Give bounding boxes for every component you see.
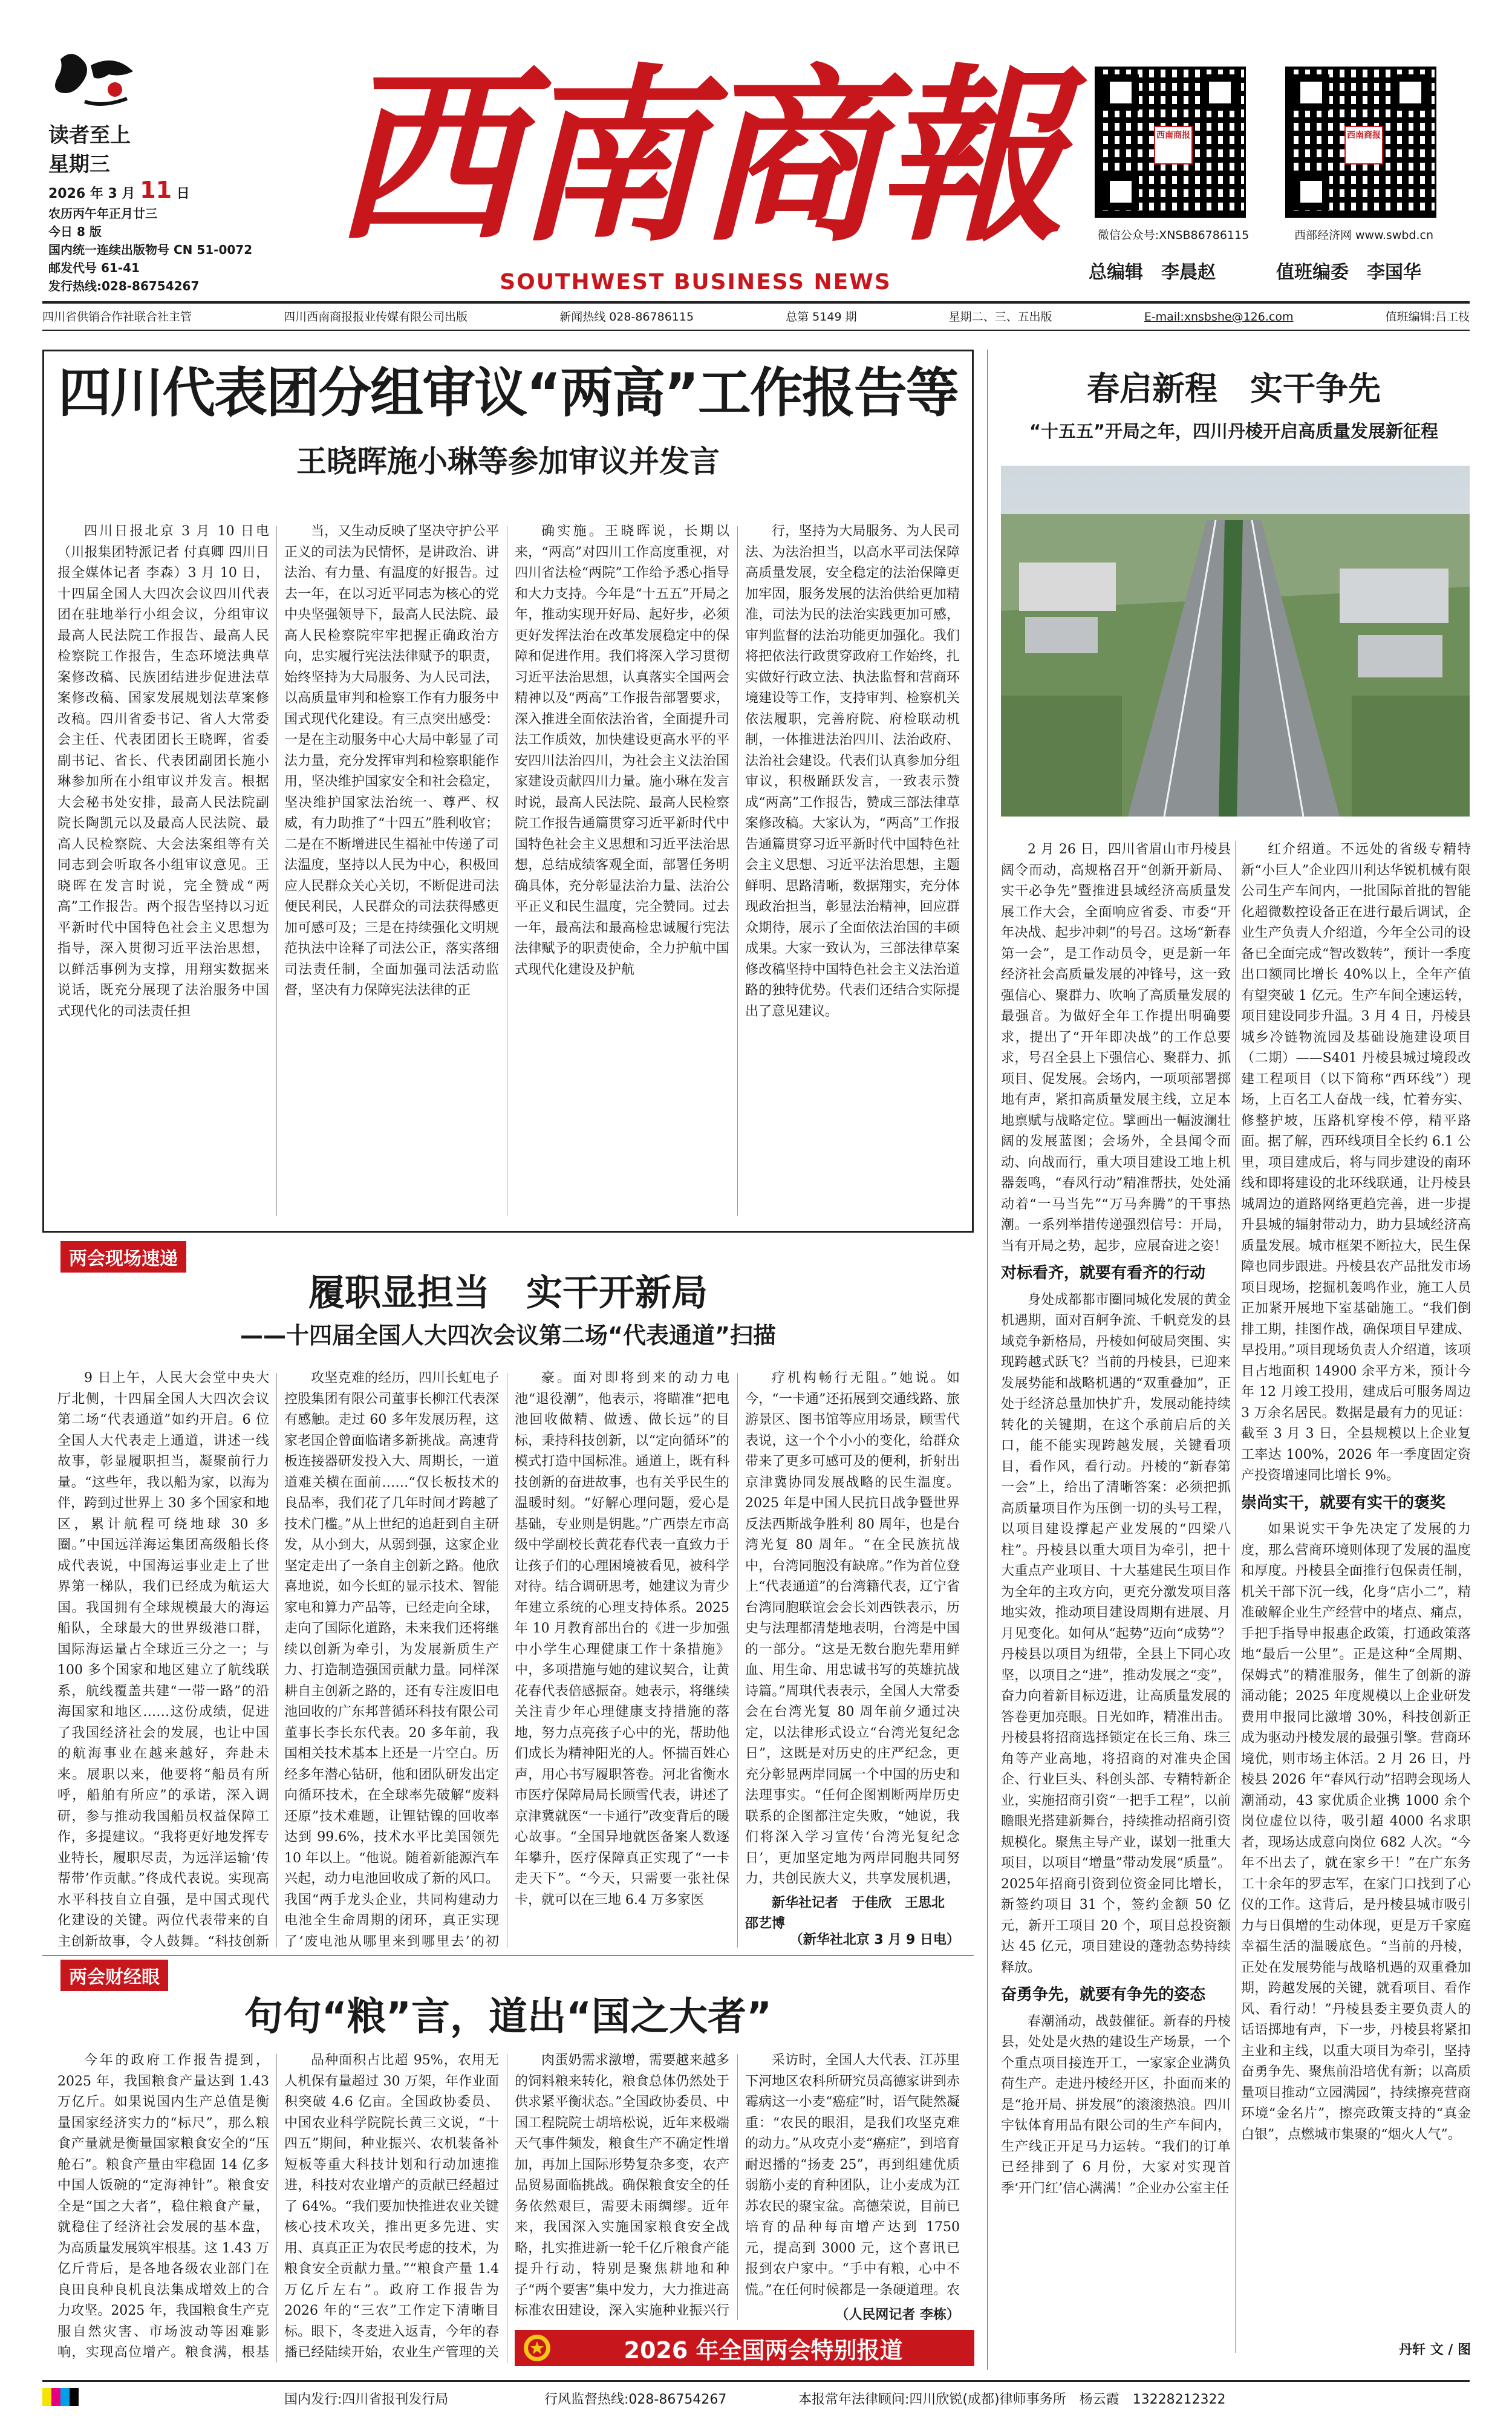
spring-subhead: “十五五”开局之年，四川丹棱开启高质量发展新征程 bbox=[1029, 421, 1439, 442]
info-bar bbox=[42, 306, 1470, 328]
photo-credit: 丹轩 文 / 图 bbox=[1398, 2343, 1471, 2358]
channel-text-4: 疗机构畅行无阻。”她说。如今，“一卡通”还拓展到交通线路、旅游景区、图书馆等应用场景，顾雪代表说，这一个个小小的变化，给群众带来了更多可感可及的便利，折射出京津冀协同发展战略的民生温度。2025 年是中国人民抗日战争暨世界反法西斯战争胜利 80 周年，也是台湾光复 80 周年。“在全民族抗战中，台湾同胞没有缺席。”作为首位登上“代表通道”的台湾籍代表，辽宁省台湾同胞联谊会会长刘西铁表示，历史与法理都清楚地表明，台湾是中国的一部分。“这是无数台胞先辈用鲜血、用生命、用忠诚书写的英雄抗战诗篇。”周琪代表表示，全国人大常委会在台湾光复 80 周年前夕通过决定，以法律形式设立“台湾光复纪念日”，这既是对历史的庄严纪念，更充分彰显两岸同属一个中国的历史和法理事实。“任何企图割断两岸历史联系的企图都注定失败，“她说，我们将深入学习宣传‘台湾光复纪念日’，更加坚定地为两岸同胞共同努力，共创民族大义，共享发展机遇， bbox=[745, 1371, 960, 1886]
spring-text-1a: 2 月 26 日，四川省眉山市丹棱县阔令而动，高规格召开“创新开新局、实干必争先”暨推进县域经济高质量发展工作大会，全面响应省委、市委“开年决战、起步冲刺”的号召。这场“新春第一会”，是工作动员令，更是新一年经济社会高质量发展的冲锋号，这一致强信心、聚群力、吹响了高质量发展的最强音。为做好全年工作提出明确要求，提出了“开年即决战”的工作总要求，号召全县上下强信心、聚群力、抓项目、促发展。会场内，一项项部署掷地有声，紧扣高质量发展主线，立足本地禀赋与战略定位。擘画出一幅波澜壮阔的发展蓝图；会场外，全县闻令而动、向战而行，重大项目建设工地上机器轰鸣，“春风行动”精准帮扶，处处涌动着“一马当先”“万马奔腾”的干事热潮。一系列举措传递强烈信号：开局，当有开局之势，起步，应展奋进之姿！ bbox=[1001, 842, 1231, 1254]
spring-subheading-2: 奋勇争先，就要有争先的姿态 bbox=[1001, 1986, 1206, 2004]
spring-subheading-3: 崇尚实干，就要有实干的褒奖 bbox=[1241, 1493, 1446, 1512]
divider bbox=[276, 2054, 277, 2362]
wechat-caption: 微信公众号:XNSB86786115 bbox=[1097, 229, 1250, 242]
divider bbox=[1235, 841, 1236, 2353]
date-suffix: 日 bbox=[176, 186, 190, 201]
sponsor: 四川省供销合作社联合社主管 bbox=[42, 310, 192, 324]
email[interactable]: E-mail:xnsbshe@126.com bbox=[1144, 310, 1294, 324]
channel-col-4 bbox=[745, 1368, 960, 1888]
grain-text-4: 采访时，全国人大代表、江苏里下河地区农科所研究员高德家讲到赤霉病这一小麦“癌症”时，语气陡然凝重：“农民的眼泪，是我们攻坚克难的动力。”从攻克小麦“癌症”，到培育耐迟播的“扬麦 25”，再到组建优质弱筋小麦的育种团队，让小麦成为江苏农民的聚宝盆。高德荣说，目前已培育的品种每亩增产达到 1750 元，提高到 3000 元，这个喜讯已报到农户家中。“手中有粮，心中不慌。”在任何时候都是一条硬道理。农 bbox=[745, 2053, 960, 2298]
color-swatch bbox=[60, 2388, 70, 2406]
date-day: 11 bbox=[140, 177, 172, 203]
grain-headline: 句句“粮”言，道出“国之大者” bbox=[244, 1995, 772, 2039]
spring-text-1b: 身处成都都市圈同城化发展的黄金机遇期，面对百舸争流、千帆竞发的县域竞争新格局，丹棱如何破局突围、实现跨越式跃飞？当前的丹棱县，已迎来发展势能和战略机遇的“双重叠加”，正处于经济总量加快扩升，发展动能持续转化的关键期，在这个承前启后的关口，能不能实现跨越发展，关键看项目，看作风，看行动。丹棱的“新春第一会”上，给出了清晰答案：必须把抓高质量项目作为压倒一切的头号工程，以项目建设撑起产业发展的“四梁八柱”。丹棱县以重大项目为牵引，把十大重点产业项目、十大基建民生项目作为全年的主攻方向，更充分激发项目落地实效，推动项目建设周期有进展、月月见变化。如何从“起势”迈向“成势”？丹棱县以项目为纽带，全县上下同心攻坚，以项目之“进”，推动发展之“变”，奋力向着新目标迈进，让高质量发展的答卷更加亮眼。日光如昨，精准出击。丹棱县将招商选择锁定在长三角、珠三角等产业高地，将招商的对准央企国企、行业巨头、科创头部、专精特新企业，实施招商引资“一把手工程”，以前瞻眼光搭建新舞台，持续推动招商引资规模化。聚焦主导产业，谋划一批重大项目，以项目“增量”带动发展“质量”。2025年招商引资到位资金同比增长，新签约项目 31 个，签约金额 50 亿元，新开工项目 20 个，项目总投资额达 45 亿元，项目建设的蓬勃态势持续释放。 bbox=[1001, 1292, 1231, 1975]
masthead bbox=[0, 0, 1512, 339]
grain-col-2 bbox=[284, 2050, 499, 2365]
channel-text-2: 攻坚克难的经历，四川长虹电子控股集团有限公司董事长柳江代表深有感触。走过 60 多年发展历程，这家老国企曾面临诸多新挑战。高速背板连接器研发投入大、周期长，一道道难关横在面前……“仅长板技术的良品率，我们花了几年时间才跨越了技术门槛。”从上世纪的追赶到自主研发，从小到大，从弱到强，这家企业坚定走出了一条自主创新之路。他欣喜地说，如今长虹的显示技术、智能家电和算力产品等，已经走向全球，走向了国际化道路，未来我们还将继续以创新为牵引，为发展新质生产力、打造制造强国贡献力量。同样深耕自主创新之路的，还有专注废旧电池回收的广东邦普循环科技有限公司董事长李长东代表。20 多年前，我国相关技术基本上还是一片空白。历经多年潜心钻研，他和团队研发出定向循环技术，在全球率先破解“废料还原”技术难题，让锂钴镍的回收率达到 99.6%，技术水平比美国领先 10 年以上。“他说。随着新能源汽车兴起，动力电池回收成了新的风口。我国“两手龙头企业，共同构建动力电池全生命周期的闭环，真正实现了‘废电池从哪里来到哪里去’的初 bbox=[284, 1371, 499, 1949]
channel-dateline: （新华社北京 3 月 9 日电） bbox=[789, 1932, 960, 1948]
channel-subhead: ——十四届全国人大四次会议第二场“代表通道”扫描 bbox=[240, 1322, 776, 1349]
divider bbox=[737, 2054, 738, 2320]
divider bbox=[737, 526, 738, 1216]
newspaper-title-en: SOUTHWEST BUSINESS NEWS bbox=[500, 270, 891, 295]
duty-editor: 值班编委 李国华 bbox=[1276, 262, 1421, 283]
channel-text-1: 9 日上午，人民大会堂中央大厅北侧，十四届全国人大四次会议第二场“代表通道”如约开启。6 位全国人大代表走上通道，讲述一线故事，彰显履职担当，凝聚前行力量。“这些年，我以船为家，以海为伴，跨到过世界上 30 多个国家和地区，累计航程可绕地球 30 多圈。”中国远洋海运集团高级船长佟成代表说，中国海运事业走上了世界第一梯队，我们已经成为航运大国。我国拥有全球规模最大的海运船队，全球最大的世界级港口群，国际海运量占全球近三分之一；与 100 多个国家和地区建立了航线联系，航线覆盖共建“一带一路”的沿海国家和地区……这份成绩，促进了我国经济社会的发展，也让中国的航海事业在越来越好，奔赴未来。展职以来，他要将“船员有所呼，船舶有所应”的承诺，深入调研，参与推动我国船员权益保障工作，多提建议。“我将更好地发挥专业特长，履职尽责，为远洋运输‘传帮带’作贡献。”佟成代表说。实现高水平科技自立自强，是中国式现代化建设的关键。两位代表带来的自主创新故事，令人鼓舞。“科技创新 bbox=[57, 1371, 269, 1949]
grain-col-1 bbox=[57, 2050, 269, 2365]
channel-col-3 bbox=[515, 1368, 729, 1949]
channel-col-2 bbox=[284, 1368, 499, 1949]
lead-col-1 bbox=[57, 521, 269, 1217]
spring-col-2 bbox=[1241, 840, 1471, 2333]
spring-text-1c: 春潮涌动，战鼓催征。新春的丹棱县，处处是火热的建设生产场景，一个个重点项目接连开工，一家家企业满负荷生产。走进丹棱经开区，扑面而来的是“抢开局、拼发展”的滚滚热浪。四川宇钛体育用品有限公司的生产车间内，生产线正开足马力运转。“我们的订单已经排到了 6 月份，大家对实现首季‘开门红’信心满满！”企业办公室主任 bbox=[1001, 2013, 1231, 2196]
grain-col-4 bbox=[745, 2050, 960, 2301]
news-hotline: 新闻热线 028-86786115 bbox=[559, 310, 694, 324]
grain-col-3 bbox=[515, 2050, 729, 2323]
color-swatch bbox=[70, 2388, 79, 2406]
spring-text-2b: 如果说实干争先决定了发展的力度，那么营商环境则体现了发展的温度和厚度。丹棱县全面推行包保责任制，机关干部下沉一线，化身“店小二”，精准破解企业生产经营中的堵点、痛点，手把手指导申报惠企政策，打通政策落地“最后一公里”。正是这种“全周期、保姆式”的精准服务，催生了创新的游涌动能；2025 年度规模以上企业研发费用申报同比激增 30%，科技创新正成为驱动丹棱发展的最强引擎。营商环境优，则市场主体活。2 月 26 日，丹棱县 2026 年“春风行动”招聘会现场人潮涌动，43 家优质企业携 1000 余个岗位虚位以待，吸引超 4000 名求职者，现场达成意向岗位 682 人次。“今年不出去了，就在家乡干！”在广东务工十余年的罗志军，在家门口找到了心仪的工作。这背后，是丹棱县城市吸引力与日俱增的生动体现，更是万千家庭幸福生活的温暖底色。“当前的丹棱，正处在发展势能与战略机遇的双重叠加期，跨越发展的关键，就看项目、看作风、看行动！”丹棱县委主要负责人的话语掷地有声，下一步，丹棱县将紧扣主业和主线，以重大项目为牵引，坚持奋勇争先、聚焦前沿培优有新；以高质量项目推动“立园满园”，持续擦亮营商环境“金名片”，擦亮政策支持的“真金白银”，点燃城市集聚的“烟火人气”。 bbox=[1241, 1522, 1471, 2142]
spring-headline: 春启新程 实干争先 bbox=[1087, 369, 1381, 408]
grain-text-2: 品种面积占比超 95%，农用无人机保有量超过 30 万架，年作业面积突破 4.6 亿亩。全国政协委员、中国农业科学院院长黄三文说，“十四五”期间，种业振兴、农机装备补短板等重大科技计划和行动加速推进，科技对农业增产的贡献已经超过了 64%。“我们要加快推进农业关键核心技术攻关，推出更多先进、实用、真真正正为农民考虑的技术，为粮食安全贡献力量。”“粮食产量 1.4 万亿斤左右”。政府工作报告为 2026 年的“三农”工作定下清晰目标。眼下，冬麦进入返青，今年的春播已经陆续开始，农业生产管理的关 bbox=[284, 2053, 499, 2360]
national-emblem-icon bbox=[522, 2333, 552, 2363]
slogan: 读者至上 bbox=[48, 123, 131, 148]
footer-hotline: 行风监督热线:028-86754267 bbox=[544, 2392, 727, 2407]
color-swatch bbox=[42, 2388, 51, 2406]
channel-text-3: 豪。面对即将到来的动力电池“退役潮”，他表示，将瞄准“把电池回收做精、做透、做长远”的目标，秉持科技创新，以“定向循环”的模式打造中国标准。通道上，既有科技创新的奋进故事，也有关乎民生的温暖时刻。“好解心理问题，爱心是基础，专业则是钥匙。”广西崇左市高级中学副校长黄花春代表一直致力于让孩子们的心理困境被看见，被科学对待。结合调研思考，她建议为青少年建立系统的心理支持体系。2025 年 10 月教育部出台的《进一步加强中小学生心理健康工作十条措施》中，多项措施与她的建议契合，让黄花春代表倍感振奋。她表示，将继续关注青少年心理健康支持措施的落地，努力点亮孩子心中的光，帮助他们成长为精神阳光的人。怀揣百姓心声，用心书写履职答卷。河北省衡水市医疗保障局局长顾雪代表，讲述了京津冀就医“一卡通行”改变背后的暖心故事。“全国异地就医备案人数逐年攀升，医疗保障真正实现了“一卡走天下”。“今天，只需要一张社保卡，就可以在三地 6.4 万多家医 bbox=[515, 1371, 729, 1908]
masthead-rule bbox=[42, 301, 1470, 304]
channel-byline: 新华社记者 于佳欣 王思北 邵艺博 bbox=[745, 1896, 959, 1931]
post-code: 邮发代号 61-41 bbox=[48, 261, 140, 275]
website-qr-code[interactable] bbox=[1285, 67, 1436, 218]
chief-editor: 总编辑 李晨赵 bbox=[1089, 262, 1216, 283]
distribution-hotline: 发行热线:028-86754267 bbox=[48, 279, 200, 293]
qr-logo: 西南商报 bbox=[1154, 126, 1193, 165]
lead-col-2 bbox=[284, 521, 499, 1217]
lead-col-3 bbox=[515, 521, 729, 1217]
spring-col-1 bbox=[1001, 840, 1231, 2352]
page-editor: 值班编辑:吕工枝 bbox=[1385, 310, 1470, 324]
newspaper-title: 西南商報 bbox=[333, 47, 1058, 267]
grain-byline: （人民网记者 李栋） bbox=[835, 2307, 960, 2323]
lead-text-4: 行，坚持为大局服务、为人民司法、为法治担当，以高水平司法保障高质量发展，安全稳定的法治保障更加牢固，服务发展的法治供给更加精准，司法为民的法治实践更加可感，审判监督的法治功能更加强化。我们将把依法行政贯穿政府工作始终，扎实做好行政立法、执法监督和营商环境建设等工作，支持审判、检察机关依法履职，完善府院、府检联动机制，一体推进法治四川、法治政府、法治社会建设。代表们认真参加分组审议，积极踊跃发言，一致表示赞成“两高”工作报告，赞成三部法律草案修改稿。大家认为，“两高”工作报告通篇贯穿习近平新时代中国特色社会主义思想、习近平法治思想，主题鲜明、思路清晰，数据翔实，充分体现政治担当，彰显法治精神，回应群众期待，展示了全面依法治国的丰硕成果。大家一致认为，三部法律草案修改稿坚持中国特色社会主义法治道路的独特优势。代表们还结合实际提出了意见建议。 bbox=[745, 524, 960, 1019]
page-count: 今日 8 版 bbox=[48, 224, 102, 239]
divider bbox=[737, 1373, 738, 1948]
footer-rule bbox=[42, 2380, 1470, 2382]
newspaper-logo-mark bbox=[48, 47, 139, 120]
divider bbox=[276, 1373, 277, 1948]
aerial-road-photo bbox=[1001, 466, 1470, 817]
grain-text-3: 肉蛋奶需求激增，需要越来越多的饲料粮来转化，粮食总体仍然处于供求紧平衡状态。”全国政协委员、中国工程院院士胡培松说，近年来极端天气事件频发，粮食生产不确定性增加，再加上国际形势复杂多变，农产品贸易面临挑战。确保粮食安全的任务依然艰巨，需要未雨绸缪。近年来，我国深入实施国家粮食安全战略，扎实推进新一轮千亿斤粮食产能提升行动，特别是聚焦耕地和种子“两个要害”集中发力，大力推进高标准农田建设，深入实施种业振兴行 bbox=[515, 2053, 729, 2318]
lead-headline: 四川代表团分组审议“两高”工作报告等 bbox=[58, 362, 958, 424]
special-report-title: 2026 年全国两会特别报道 bbox=[624, 2336, 903, 2364]
channel-col-1 bbox=[57, 1368, 269, 1949]
lead-text-3: 确实施。王晓晖说，长期以来，“两高”对四川工作高度重视，对四川省法检“两院”工作给予悉心指导和大力支持。今年是“十五五”开局之年，推动实现开好局、起好步，必须更好发挥法治在改革发展稳定中的保障和促进作用。我们将深入学习贯彻习近平法治思想，认真落实全国两会精神以及“两高”工作报告部署要求，深入推进全面依法治省，全面提升司法工作质效，加快建设更高水平的平安四川法治四川，为社会主义法治国家建设贡献四川力量。施小琳在发言时说，最高人民法院、最高人民检察院工作报告通篇贯穿习近平新时代中国特色社会主义思想和习近平法治思想，总结成绩客观全面，部署任务明确具体，充分彰显法治力量、法治公平正义和民生温度，完全赞同。过去一年，最高法和最高检忠诚履行宪法法律赋予的职责使命，全力护航中国式现代化建设及护航 bbox=[515, 524, 729, 977]
footer-lawyer: 本报常年法律顾问:四川欣锐(成都)律师事务所 杨云霞 13228212322 bbox=[798, 2392, 1226, 2407]
spring-text-2a: 红介绍道。不远处的省级专精特新“小巨人”企业四川利达华锐机械有限公司生产车间内，一批国际首批的智能化超微数控设备正在进行最后调试，企业生产负责人介绍道，今年全公司的设备已全面完成“智改数转”，预计一季度出口额同比增长 40%以上，全年产值有望突破 1 亿元。生产车间全速运转，项目建设同步升温。3 月 4 日，丹棱县城乡冷链物流园及基础设施建设项目（二期）——S401 丹棱县城过境段改建工程项目（以下简称“西环线”）现场，上百名工人奋战一线，忙着夯实、修整护坡，压路机穿梭不停，精平路面。据了解，西环线项目全长约 6.1 公里，项目建成后，将与同步建设的南环线和即将建设的北环线联通，让丹棱县城周边的道路网络更趋完善，进一步提升县城的辐射带动力，助力县域经济高质量发展。城市框架不断拉大，民生保障也同步跟进。丹棱县农产品批发市场项目现场，挖掘机轰鸣作业，施工人员正加紧开展地下室基础施工。“我们倒排工期，挂图作战，确保项目早建成、早投用。”项目现场负责人介绍道，该项目占地面积 14900 余平方米，预计今年 12 月竣工投用，建成后可服务周边 3 万余名居民。数据是最有力的见证：截至 3 月 3 日，全县规模以上企业复工率达 100%，2026 年一季度固定资产投资增速同比增长 9%。 bbox=[1241, 842, 1471, 1483]
color-swatch bbox=[51, 2388, 60, 2406]
lead-text-1: 四川日报北京 3 月 10 日电（川报集团特派记者 付真卿 四川日报全媒体记者 李森）3 月 10 日，十四届全国人大四次会议四川代表团在驻地举行小组会议，分组审议最高人民法院工作报告、最高人民检察院工作报告，生态环境法典草案修改稿、民族团结进步促进法草案修改稿、国家发展规划法草案修改稿。四川省委书记、省人大常委会主任、代表团团长王晓晖，省委副书记、省长、代表团副团长施小琳参加所在小组审议并发言。根据大会秘书处安排，最高人民法院副院长陶凯元以及最高人民法院、最高人民检察院、大会法案组等有关同志到会听取各小组审议意见。王晓晖在发言时说，完全赞成“两高”工作报告。两个报告坚持以习近平新时代中国特色社会主义思想为指导，深入贯彻习近平法治思想，以鲜活事例为支撑，用翔实数据来说话，既充分展现了法治服务中国式现代化的司法责任担 bbox=[57, 524, 269, 1019]
date-prefix: 2026 年 3 月 bbox=[48, 186, 135, 201]
lunar-date: 农历丙午年正月廿三 bbox=[48, 206, 157, 221]
footer-distribution: 国内发行:四川省报刊发行局 bbox=[284, 2392, 449, 2407]
channel-headline: 履职显担当 实干开新局 bbox=[308, 1272, 708, 1314]
divider bbox=[276, 526, 277, 1216]
spring-subheading-1: 对标看齐，就要有看齐的行动 bbox=[1001, 1264, 1206, 1282]
website-caption: 西部经济网 www.swbd.cn bbox=[1294, 229, 1434, 242]
issue-date bbox=[48, 177, 190, 203]
qr-logo: 西南商报 bbox=[1344, 126, 1383, 165]
special-report-banner bbox=[515, 2330, 974, 2366]
issue-number: 总第 5149 期 bbox=[786, 310, 857, 324]
page-divider bbox=[987, 350, 988, 2370]
lead-text-2: 当，又生动反映了坚决守护公平正义的司法为民情怀，是讲政治、讲法治、有力量、有温度的好报告。过去一年，在以习近平同志为核心的党中央坚强领导下，最高人民法院、最高人民检察院牢牢把握正确政治方向，忠实履行宪法法律赋予的职责，始终坚持为大局服务、为人民司法，以高质量审判和检察工作有力服务中国式现代化建设。有三点突出感受：一是在主动服务中心大局中彰显了司法力量，充分发挥审判和检察职能作用，坚决维护国家安全和社会稳定，坚决维护国家法治统一、尊严、权威，有力助推了“十四五”胜利收官；二是在不断增进民生福祉中传递了司法温度，坚持以人民为中心，积极回应人民群众关心关切，不断促进司法便民利民，人民群众的司法获得感更加可感可及；三是在持续强化文明规范执法中诠释了司法公正，落实落细司法责任制，全面加强司法活动监督，坚决有力保障宪法法律的正 bbox=[284, 524, 499, 998]
color-registration-bar bbox=[42, 2388, 79, 2406]
weekday: 星期三 bbox=[48, 152, 110, 177]
section-tag-lianghui: 两会现场速递 bbox=[60, 1241, 186, 1273]
lead-col-4 bbox=[745, 521, 960, 1217]
cn-number: 国内统一连续出版物号 CN 51-0072 bbox=[48, 243, 253, 257]
lead-subhead: 王晓晖施小琳等参加审议并发言 bbox=[296, 444, 720, 479]
publish-schedule: 星期二、三、五出版 bbox=[948, 310, 1052, 324]
wechat-qr-code[interactable] bbox=[1095, 67, 1246, 218]
section-tag-caijing: 两会财经眼 bbox=[60, 1960, 168, 1991]
info-rule bbox=[42, 330, 1470, 331]
grain-text-1: 今年的政府工作报告提到，2025 年，我国粮食产量达到 1.43 万亿斤。如果说国内生产总值是衡量国家经济实力的“标尺”，那么粮食产量就是衡量国家粮食安全的“压舱石”。粮食产量由牢稳固 14 亿多中国人饭碗的“定海神针”。粮食安全是“国之大者”，稳住粮食产量，就稳住了经济社会发展的基本盘，为高质量发展筑牢根基。这 1.43 万亿斤背后，是各地各级农业部门在良田良种良机良法集成增效上的合力攻坚。2025 年，我国粮食生产克服自然灾害、市场波动等困难影响，实现高位增产。粮食满，根基 bbox=[57, 2053, 269, 2360]
section-rule bbox=[42, 1955, 974, 1956]
masthead-info bbox=[48, 204, 252, 295]
publisher: 四川西南商报报业传媒有限公司出版 bbox=[284, 310, 468, 324]
